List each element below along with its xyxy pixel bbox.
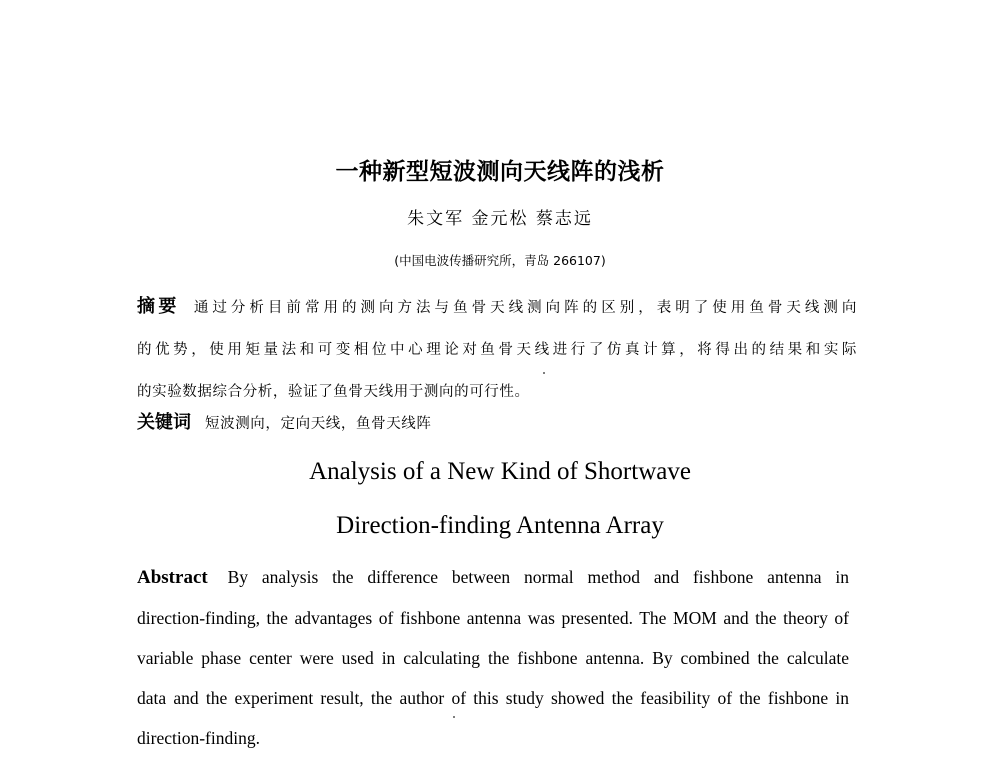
english-abstract-line-4: data and the experiment result, the author of this study showed the feasibility of the fishbone in <box>137 688 849 708</box>
scan-speck <box>453 716 455 718</box>
author-list: 朱文军 金元松 蔡志远 <box>407 209 593 229</box>
english-abstract-text-1: By analysis the difference between normal method and fishbone antenna in <box>227 567 850 587</box>
english-abstract-line-5: direction-finding. <box>137 728 260 748</box>
chinese-abstract <box>137 286 857 413</box>
chinese-abstract-text-1: 通过分析目前常用的测向方法与鱼骨天线测向阵的区别，表明了使用鱼骨天线测向 <box>193 300 857 316</box>
chinese-abstract-line-2: 的优势，使用矩量法和可变相位中心理论对鱼骨天线进行了仿真计算，将得出的结果和实际 <box>137 342 857 358</box>
chinese-title: 一种新型短波测向天线阵的浅析 <box>335 159 665 185</box>
chinese-abstract-label: 摘要 <box>137 296 180 317</box>
affiliation: (中国电波传播研究所，青岛 266107) <box>394 253 606 268</box>
english-title-line-2: Direction-finding Antenna Array <box>336 512 664 539</box>
english-abstract <box>137 557 849 758</box>
chinese-keywords <box>137 408 432 439</box>
scan-speck <box>543 372 545 374</box>
english-abstract-line-2: direction-finding, the advantages of fishbone antenna was presented. The MOM and the theory of <box>137 608 849 628</box>
english-abstract-line-3: variable phase center were used in calculating the fishbone antenna. By combined the calculate <box>137 648 849 668</box>
chinese-abstract-line-3: 的实验数据综合分析，验证了鱼骨天线用于测向的可行性。 <box>137 384 530 400</box>
keywords-label: 关键词 <box>137 412 191 433</box>
chinese-abstract-line-1 <box>137 286 857 329</box>
english-title-line-1: Analysis of a New Kind of Shortwave <box>309 458 691 485</box>
english-abstract-label: Abstract <box>137 567 208 588</box>
keywords-text: 短波测向，定向天线，鱼骨天线阵 <box>205 416 432 432</box>
english-abstract-line-1 <box>137 557 849 598</box>
